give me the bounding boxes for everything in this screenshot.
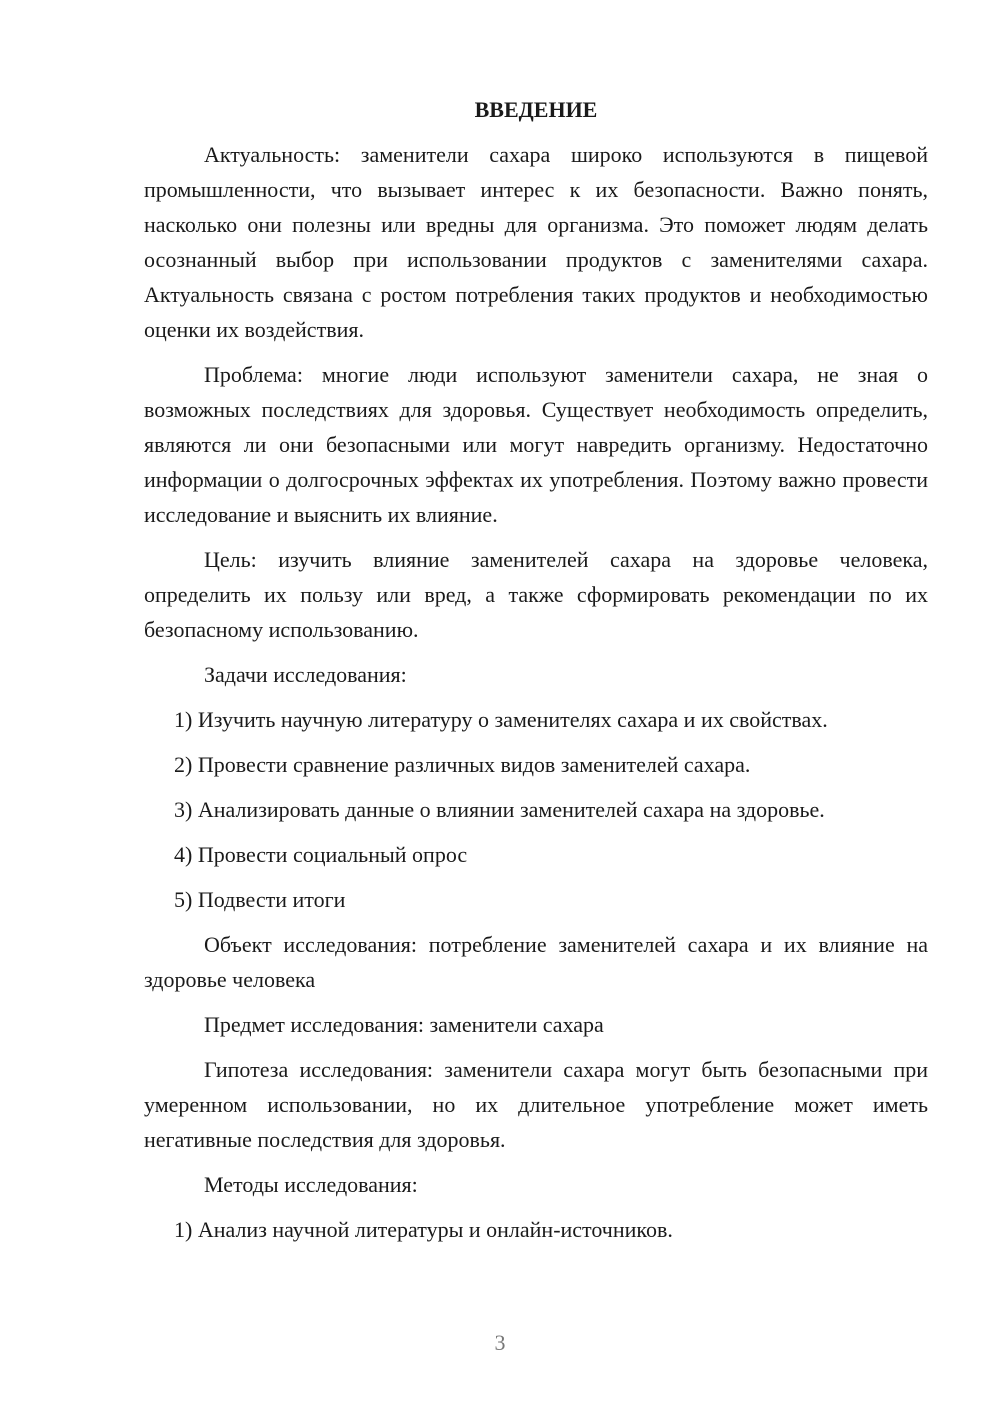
task-item: 3) Анализировать данные о влиянии заменителей сахара на здоровье.	[174, 797, 825, 822]
task-item: 4) Провести социальный опрос	[174, 842, 468, 867]
task-item: 1) Изучить научную литературу о заменителях сахара и их свойствах.	[174, 707, 828, 732]
methods-heading: Методы исследования:	[204, 1172, 418, 1197]
section-title: ВВЕДЕНИЕ	[474, 97, 598, 122]
method-item: 1) Анализ научной литературы и онлайн-источников.	[174, 1217, 673, 1242]
document-page	[144, 95, 928, 1257]
paragraph-object: Объект исследования: потребление заменителей сахара и их влияние на здоровье человека	[144, 932, 928, 992]
task-item: 5) Подвести итоги	[174, 887, 346, 912]
paragraph-relevance: Актуальность: заменители сахара широко используются в пищевой промышленности, что вызывает интерес к их безопасности. Важно понять, насколько они полезны или вредны для организма. Это поможет людям делать осознанный выбор при использовании продуктов с заменителями сахара. Актуальность связана с ростом потребления таких продуктов и необходимостью оценки их воздействия.	[144, 142, 928, 342]
paragraph-goal: Цель: изучить влияние заменителей сахара на здоровье человека, определить их пользу или вред, а также сформировать рекомендации по их безопасному использованию.	[144, 547, 928, 642]
paragraph-hypothesis: Гипотеза исследования: заменители сахара могут быть безопасными при умеренном использовании, но их длительное употребление может иметь негативные последствия для здоровья.	[144, 1057, 928, 1152]
page-number: 3	[494, 1330, 506, 1355]
paragraph-problem: Проблема: многие люди используют заменители сахара, не зная о возможных последствиях для здоровья. Существует необходимость определить, являются ли они безопасными или могут навредить организму. Недостаточно информации о долгосрочных эффектах их употребления. Поэтому важно провести исследование и выяснить их влияние.	[144, 362, 928, 527]
paragraph-subject: Предмет исследования: заменители сахара	[204, 1012, 604, 1037]
task-item: 2) Провести сравнение различных видов заменителей сахара.	[174, 752, 751, 777]
tasks-heading: Задачи исследования:	[204, 662, 407, 687]
